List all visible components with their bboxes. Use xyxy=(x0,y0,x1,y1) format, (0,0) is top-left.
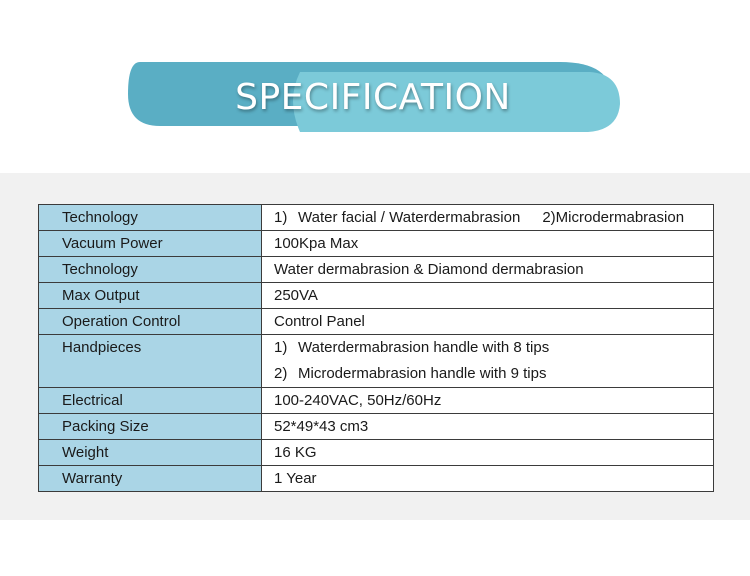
spec-label xyxy=(39,335,262,388)
table-row xyxy=(39,231,714,257)
item-number: 2) xyxy=(542,209,556,226)
table-row xyxy=(39,205,714,231)
spec-value-item: Water facial / Waterdermabrasion xyxy=(298,209,521,226)
spec-label: Weight xyxy=(39,440,262,466)
spec-value xyxy=(262,205,714,231)
item-number: 1) xyxy=(274,339,288,356)
banner-title: SPECIFICATION xyxy=(235,77,511,118)
item-number: 2) xyxy=(274,365,288,382)
spec-value: 100-240VAC, 50Hz/60Hz xyxy=(262,388,714,414)
spec-value-item: Microdermabrasion handle with 9 tips xyxy=(298,365,547,382)
spec-label: Max Output xyxy=(39,283,262,309)
item-number: 1) xyxy=(274,209,288,226)
specification-banner xyxy=(0,0,750,170)
spec-value: 16 KG xyxy=(262,440,714,466)
spec-label: Operation Control xyxy=(39,309,262,335)
spec-value-line xyxy=(274,361,713,387)
spec-label: Vacuum Power xyxy=(39,231,262,257)
table-row xyxy=(39,335,714,388)
spec-label-text: Handpieces xyxy=(62,339,142,356)
spec-value xyxy=(262,335,714,388)
spec-value: Water dermabrasion & Diamond dermabrasion xyxy=(262,257,714,283)
table-row xyxy=(39,309,714,335)
spec-table xyxy=(38,204,714,492)
spec-label: Warranty xyxy=(39,466,262,492)
table-row xyxy=(39,466,714,492)
spec-table-section xyxy=(0,173,750,520)
spec-value: 100Kpa Max xyxy=(262,231,714,257)
spec-value-item: Microdermabrasion xyxy=(555,209,685,226)
spec-value: 52*49*43 cm3 xyxy=(262,414,714,440)
table-row xyxy=(39,414,714,440)
table-row xyxy=(39,257,714,283)
spec-value: Control Panel xyxy=(262,309,714,335)
spec-label: Technology xyxy=(39,205,262,231)
spec-value-item: Waterdermabrasion handle with 8 tips xyxy=(298,339,550,356)
spec-value: 1 Year xyxy=(262,466,714,492)
spec-label: Packing Size xyxy=(39,414,262,440)
table-row xyxy=(39,388,714,414)
table-row xyxy=(39,440,714,466)
spec-label: Electrical xyxy=(39,388,262,414)
spec-value: 250VA xyxy=(262,283,714,309)
spec-label: Technology xyxy=(39,257,262,283)
spec-value-line xyxy=(274,335,713,361)
table-row xyxy=(39,283,714,309)
